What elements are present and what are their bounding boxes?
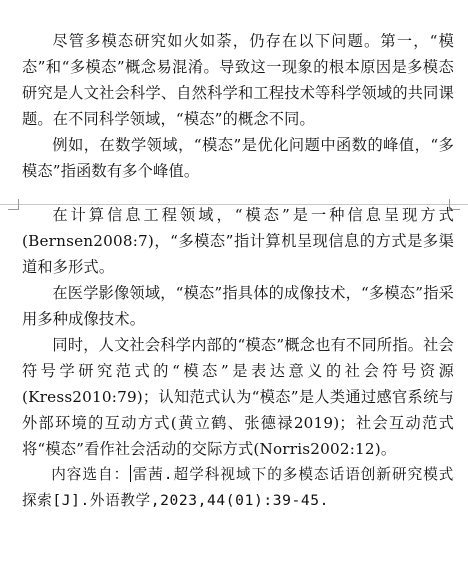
- page-gap: [22, 184, 454, 202]
- source-paragraph[interactable]: [22, 462, 454, 514]
- source-citation: 雷茜.超学科视域下的多模态话语创新研究模式探索[J].外语教学,2023,44(01):39-45.: [22, 466, 454, 509]
- paragraph-1[interactable]: 尽管多模态研究如火如荼，仍存在以下问题。第一，“模态”和“多模态”概念易混淆。导致这一现象的根本原因是多模态研究是人文社会科学、自然科学和工程技术等科学领域的共同课题。在不同科学领域，“模态”的概念不同。: [22, 32, 454, 128]
- paragraph-2[interactable]: 例如，在数学领域，“模态”是优化问题中函数的峰值，“多模态”指函数有多个峰值。: [22, 136, 454, 180]
- page-corner-mark-left: [8, 199, 19, 210]
- source-label: 内容选自：: [51, 466, 130, 483]
- paragraph-4[interactable]: 在医学影像领域，“模态”指具体的成像技术，“多模态”指采用多种成像技术。: [22, 284, 454, 328]
- document-page[interactable]: [22, 28, 454, 514]
- paragraph-3[interactable]: 在计算信息工程领域，“模态”是一种信息呈现方式(Bernsen2008:7)，“多模态”指计算机呈现信息的方式是多渠道和多形式。: [22, 206, 454, 276]
- paragraph-5[interactable]: 同时，人文社会科学内部的“模态”概念也有不同所指。社会符号学研究范式的“模态”是表达意义的社会符号资源(Kress2010:79)；认知范式认为“模态”是人类通过感官系统与外部环境的互动方式(黄立鹤、张德禄2019)；社会互动范式将“模态”看作社会活动的交际方式(Norris2002:12)。: [22, 336, 454, 458]
